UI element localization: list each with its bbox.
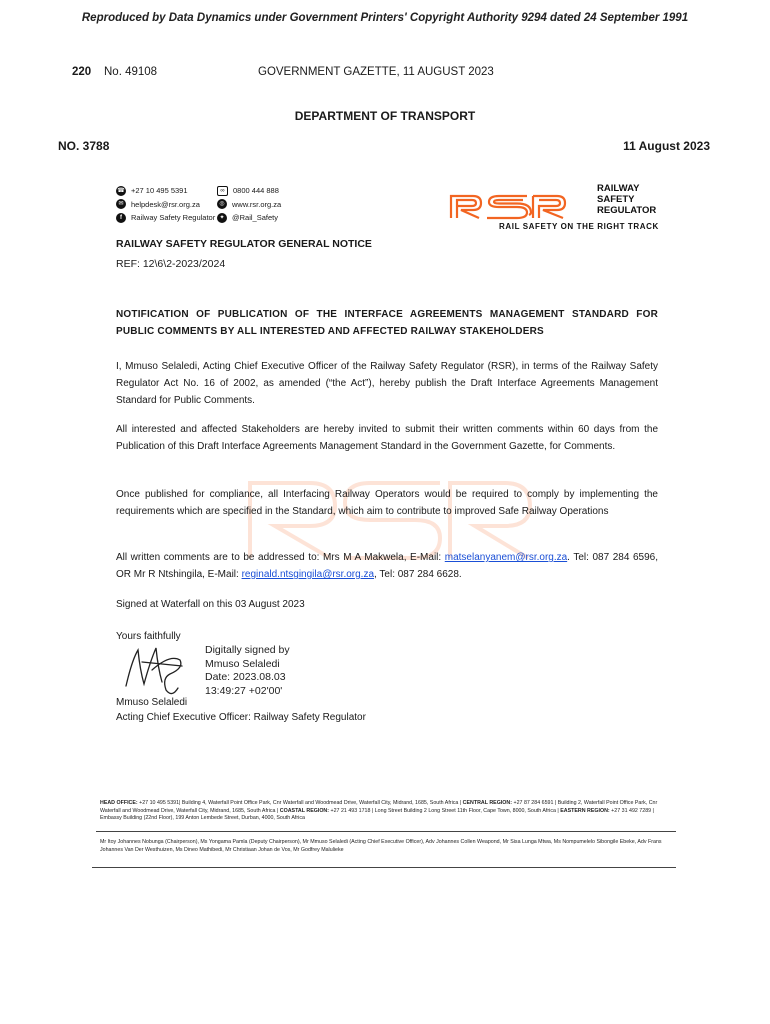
logo-tagline: RAIL SAFETY ON THE RIGHT TRACK [499, 222, 659, 231]
footer-coastal-label: COASTAL REGION: [279, 807, 330, 814]
signer-name: Mmuso Selaledi [116, 697, 188, 708]
footer-coastal-text: +27 21 493 1718 | Long Street Building 2 Long Street 11th Floor, Cape Town, 8000, South Africa | [329, 807, 561, 814]
footer-bottom-divider [92, 867, 676, 868]
globe-icon: ◎ [217, 199, 227, 209]
contact-email: helpdesk@rsr.org.za [131, 199, 200, 209]
logo-name [597, 183, 656, 216]
paragraph-compliance: Once published for compliance, all Interfacing Railway Operators would be required to comply by implementing the requirements which are specified in the Standard, which aim to contribute to improved Safe Railway Operations [116, 489, 658, 517]
phone-icon: ☎ [117, 187, 125, 194]
gazette-title: GOVERNMENT GAZETTE, 11 AUGUST 2023 [258, 66, 494, 78]
logo-name-line1: RAILWAY [597, 183, 640, 194]
paragraph-contacts [116, 549, 658, 583]
signed-statement: Signed at Waterfall on this 03 August 2023 [116, 599, 305, 610]
footer-addresses [100, 800, 676, 823]
contact-tollfree: 0800 444 888 [233, 186, 279, 195]
contacts-text-b: . Tel: 087 284 6596, OR Mr R Ntshingila, E-Mail: [116, 552, 659, 580]
reproduction-banner: Reproduced by Data Dynamics under Government Printers' Copyright Authority 9294 dated 24 September 1991 [81, 12, 689, 24]
logo-name-line3: REGULATOR [597, 205, 657, 216]
email-link-makwela[interactable]: matselanyanem@rsr.org.za [444, 552, 568, 563]
footer-head-label: HEAD OFFICE: [100, 800, 138, 806]
issue-number: No. 49108 [104, 66, 158, 78]
email-link-ntshingila[interactable]: reginald.ntsgingila@rsr.org.za [241, 569, 375, 580]
reference-number: REF: 12\6\2-2023/2024 [116, 258, 226, 270]
contact-phone: +27 10 495 5391 [131, 186, 188, 195]
email-icon: ✉ [116, 199, 126, 209]
paragraph-publication: I, Mmuso Selaledi, Acting Chief Executive Officer of the Railway Safety Regulator (RSR), in terms of the Railway Safety Regulator Act No. 16 of 2002, as amended (“the Act”), hereby publish the Draft Interface Agreements Management Standard for Public Comments. [116, 361, 658, 406]
digital-signature-line3: Date: 2023.08.03 [205, 671, 286, 683]
handwritten-signature [122, 640, 198, 702]
notification-heading: NOTIFICATION OF PUBLICATION OF THE INTERFACE AGREEMENTS MANAGEMENT STANDARD FOR PUBLIC COMMENTS BY ALL INTERESTED AND AFFECTED RAILWAY STAKEHOLDERS [116, 309, 658, 337]
notice-date: 11 August 2023 [623, 139, 710, 153]
contact-facebook: Railway Safety Regulator [131, 213, 216, 222]
digital-signature-line2: Mmuso Selaledi [205, 657, 280, 670]
digital-signature-line4: 13:49:27 +02'00' [205, 684, 283, 697]
closing-salutation: Yours faithfully [116, 631, 181, 642]
footer-central-text: +27 87 284 6591 | Building 2, Waterfall Point Office Park, Cnr Waterfall and Woodmead Drive, Waterfall City, Midrand, 1685, South Africa | [100, 800, 658, 814]
digital-signature-block [205, 644, 290, 698]
facebook-icon: f [116, 213, 126, 223]
department-title: DEPARTMENT OF TRANSPORT [294, 109, 476, 123]
contacts-text-a: All written comments are to be addressed to: Mrs M A Makwela, E-Mail: [116, 552, 445, 563]
digital-signature-line1: Digitally signed by [205, 644, 290, 656]
logo-rail-lines-icon [449, 190, 594, 220]
contact-block [116, 184, 281, 225]
footer-eastern-text: +27 31 492 7289 | Embassy Building (22nd Floor), 199 Anton Lembede Street, Durban, 4000, South Africa [100, 807, 654, 822]
footer-board-members: Mr Itoy Johannes Nobunga (Chairperson), Ms Yongama Pamla (Deputy Chairperson), Mr Mmuso Selaledi (Acting Chief Executive Officer), Adv Johannes Collen Weapond, Mr Sisa Lunga Mtwa, Ms Nompumelelo Sibongile Ebeke, Adv Frans Johannes Van Der Westhuizen, Ms Dineo Mathibedi, Mr Christiaan Johan de Vos, Mr Godfrey Malulieke [100, 839, 662, 853]
notice-title: RAILWAY SAFETY REGULATOR GENERAL NOTICE [116, 238, 372, 250]
notice-number: NO. 3788 [58, 139, 110, 153]
footer-divider [96, 831, 676, 832]
contacts-text-c: , Tel: 087 284 6628. [374, 569, 462, 580]
page-number: 220 [72, 66, 92, 78]
tollfree-icon: ∞ [217, 186, 228, 196]
signer-title: Acting Chief Executive Officer: Railway Safety Regulator [116, 712, 366, 723]
paragraph-invitation: All interested and affected Stakeholders are hereby invited to submit their written comments within 60 days from the Publication of this Draft Interface Agreements Management Standard in the Government Gazette, for Comments. [116, 424, 658, 452]
footer-eastern-label: EASTERN REGION: [560, 807, 610, 814]
footer-head-text: +27 10 495 5391| Building 4, Waterfall Point Office Park, Cnr Waterfall and Woodmead Drive, Waterfall City, Midrand, 1685, South Africa | [137, 800, 463, 806]
logo-name-line2: SAFETY [597, 194, 635, 205]
contact-twitter: @Rail_Safety [232, 213, 278, 222]
footer-central-label: CENTRAL REGION: [462, 800, 513, 806]
twitter-icon: ✦ [217, 213, 227, 223]
contact-web: www.rsr.org.za [232, 199, 282, 209]
